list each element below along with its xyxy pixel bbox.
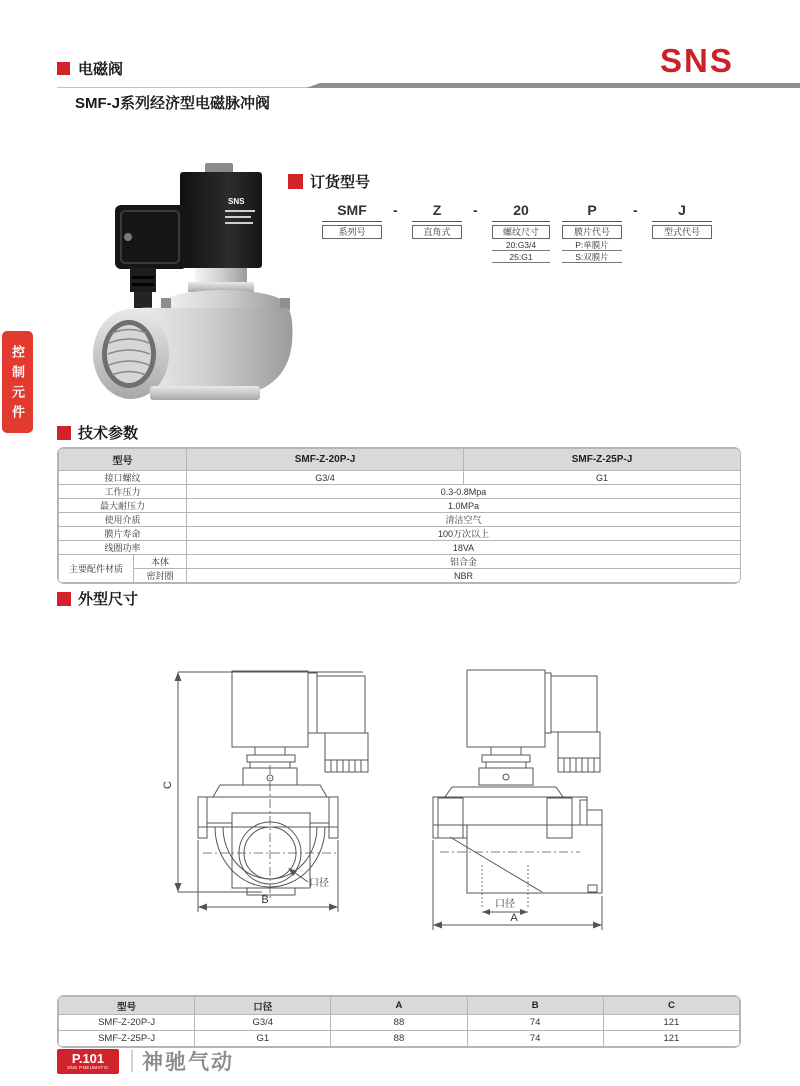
ordering-segment-diaphragm [562,202,622,263]
spec-group-cell: 主要配件材质 [59,555,134,583]
specs-header-cell: SMF-Z-25P-J [464,449,741,471]
segment-option: 20:G3/4 [492,239,550,251]
segment-code: Z [412,202,462,222]
segment-option: 25:G1 [492,251,550,263]
dim-cell: 74 [467,1015,603,1031]
spec-value-cell: 1.0MPa [187,499,741,513]
specs-header-cell: SMF-Z-20P-J [187,449,464,471]
segment-option: S:双膜片 [562,251,622,263]
segment-label: 螺纹尺寸 [492,225,550,239]
cable-gland [130,268,156,292]
specs-header-cell: 型号 [59,449,187,471]
table-row [59,1015,740,1031]
side-view-drawing [433,670,602,930]
dim-cell: 88 [331,1015,467,1031]
dim-b-label: B [261,894,269,906]
spec-label-cell: 工作压力 [59,485,187,499]
dim-header-cell: 型号 [59,997,195,1015]
product-photo [88,158,303,403]
category-bullet-icon [57,62,70,75]
segment-label: 型式代号 [652,225,712,239]
dim-cell: 121 [603,1015,739,1031]
dim-header-cell: C [603,997,739,1015]
dim-header-cell: A [331,997,467,1015]
page-number: P.101 [71,1051,105,1066]
spec-value-cell: 18VA [187,541,741,555]
specs-title: 技术参数 [78,425,139,442]
segment-code: SMF [322,202,382,222]
spec-sublabel-cell: 本体 [134,555,187,569]
table-row [59,1031,740,1047]
brand-logo: SNS [660,42,734,79]
code-dash: - [633,202,638,218]
dimension-drawings [150,650,670,940]
dim-a-label: A [510,912,518,924]
dim-cell: 121 [603,1031,739,1047]
specs-table [58,448,741,583]
dim-cell: 88 [331,1031,467,1047]
spec-value-cell: 0.3-0.8Mpa [187,485,741,499]
sidebar-tab-control-components: 控制元件 [2,331,33,433]
dimensions-table [58,996,740,1047]
spec-label-cell: 使用介质 [59,513,187,527]
coil-body [180,172,262,268]
code-dash: - [393,202,398,218]
spec-label-cell: 接口螺纹 [59,471,187,485]
spec-value-cell: 铝合金 [187,555,741,569]
header-thin-rule [57,87,312,88]
footer-divider [131,1050,133,1072]
dim-header-cell: B [467,997,603,1015]
spec-label-cell: 最大耐压力 [59,499,187,513]
front-port-label: 口径 [309,878,329,889]
segment-option: P:单膜片 [562,239,622,251]
ordering-segment-series [322,202,382,239]
code-dash: - [473,202,478,218]
spec-sublabel-cell: 密封圈 [134,569,187,583]
spec-value-cell: 清洁空气 [187,513,741,527]
spec-value-cell: NBR [187,569,741,583]
spec-value-cell: G1 [464,471,741,485]
segment-code: 20 [492,202,550,222]
page-title: SMF-J系列经济型电磁脉冲阀 [75,95,271,112]
front-view-drawing [162,671,368,912]
dim-cell: SMF-Z-25P-J [59,1031,195,1047]
side-port-label: 口径 [495,899,515,910]
ordering-bullet-icon [288,174,303,189]
spec-value-cell: 100万次以上 [187,527,741,541]
dim-c-label: C [162,781,174,789]
segment-code: J [652,202,712,222]
dim-cell: SMF-Z-20P-J [59,1015,195,1031]
spec-label-cell: 线圈功率 [59,541,187,555]
dimensions-table-container [57,995,741,1048]
dim-header-cell: 口径 [195,997,331,1015]
dim-cell: G3/4 [195,1015,331,1031]
dimensions-title: 外型尺寸 [78,591,139,608]
ordering-segment-thread [492,202,550,263]
category-title: 电磁阀 [78,61,124,78]
specs-bullet-icon [57,426,71,440]
segment-label: 系列号 [322,225,382,239]
ordering-segment-type [652,202,712,239]
segment-code: P [562,202,622,222]
valve-base [150,386,260,400]
page-number-badge [57,1049,119,1074]
specs-table-container [57,447,741,584]
ordering-segment-angle [412,202,462,239]
segment-label: 直角式 [412,225,462,239]
spec-value-cell: G3/4 [187,471,464,485]
dim-cell: G1 [195,1031,331,1047]
coil-label: SNS [228,197,245,206]
page-number-subtext: SNS PNEUMATIC [67,1065,109,1070]
company-name: 神驰气动 [142,1051,234,1074]
dimensions-bullet-icon [57,592,71,606]
segment-label: 膜片代号 [562,225,622,239]
ordering-title: 订货型号 [310,174,371,191]
spec-label-cell: 膜片寿命 [59,527,187,541]
header-thick-rule [306,83,800,88]
dim-cell: 74 [467,1031,603,1047]
